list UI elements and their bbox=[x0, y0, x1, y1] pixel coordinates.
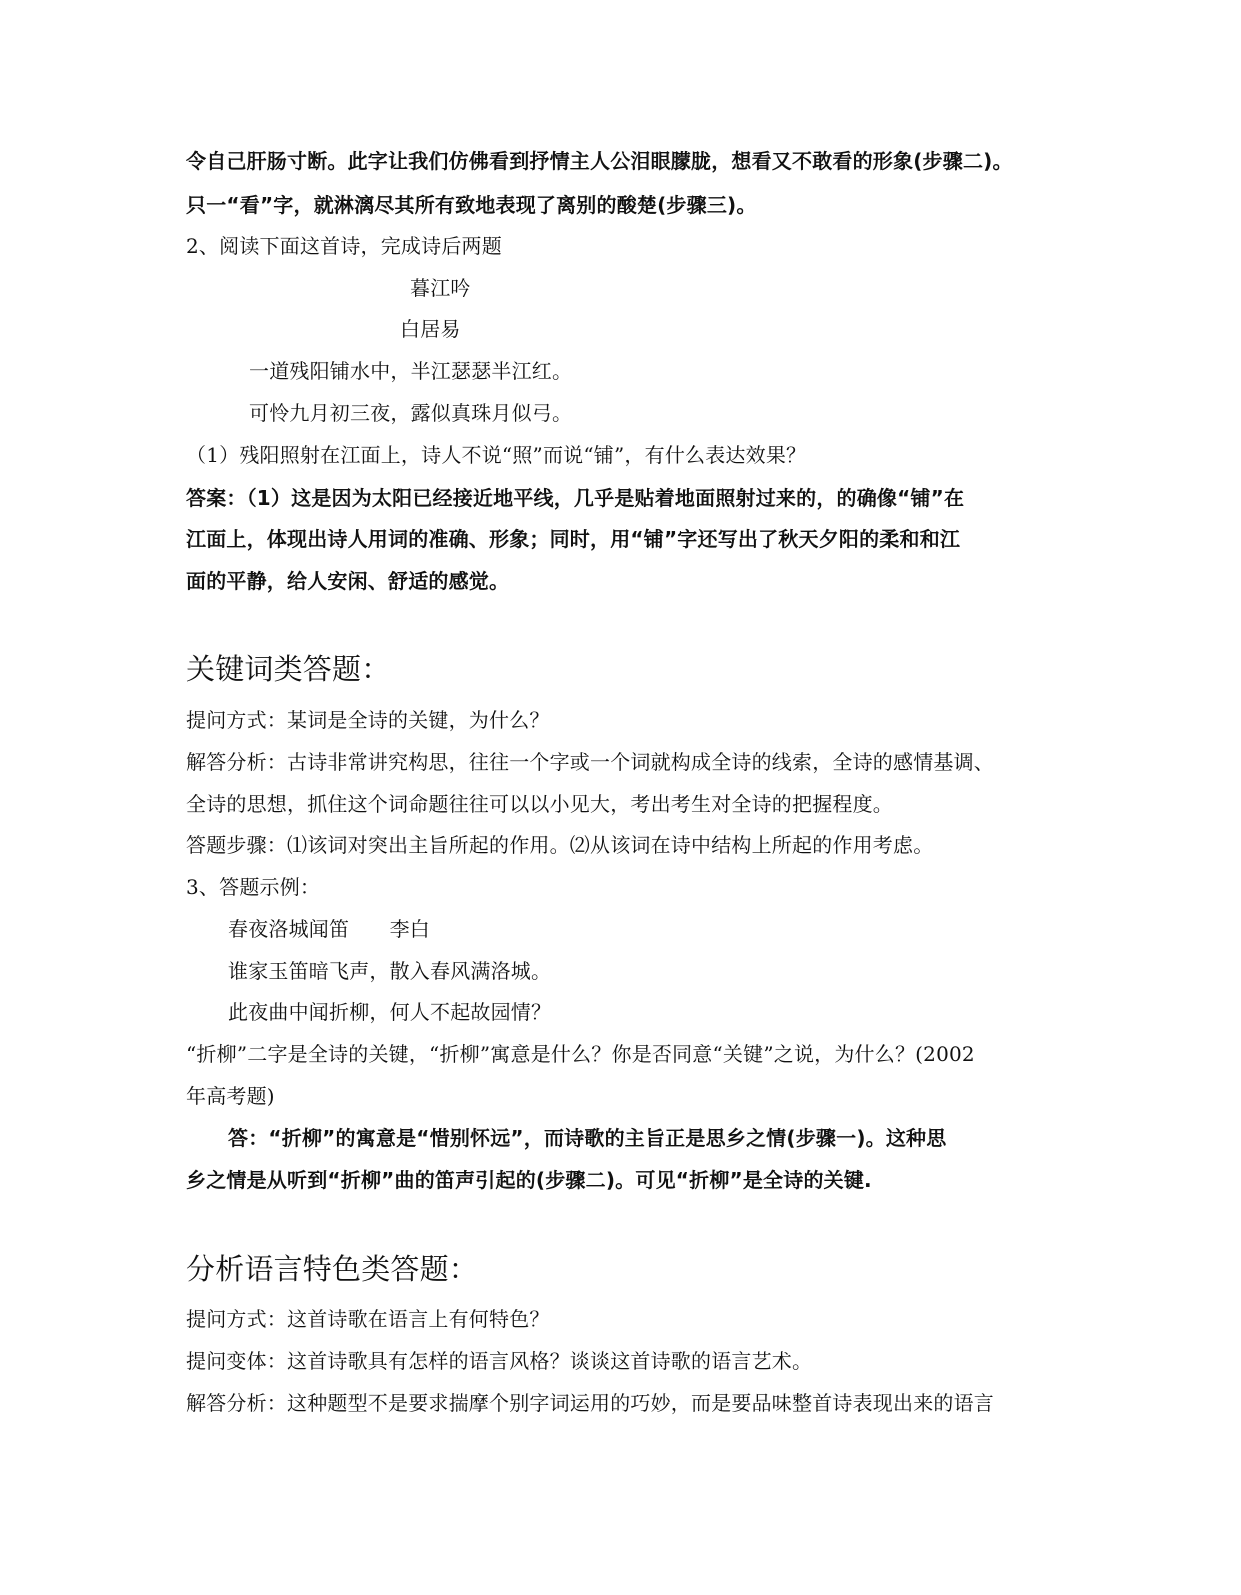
analysis-text-line: 解答分析：这种题型不是要求揣摩个别字词运用的巧妙，而是要品味整首诗表现出来的语言 bbox=[186, 1391, 994, 1415]
poem-author: 白居易 bbox=[400, 317, 461, 341]
question-text: “折柳”二字是全诗的关键，“折柳”寓意是什么？你是否同意“关键”之说，为什么？(2002 bbox=[186, 1042, 975, 1066]
poem-line: 谁家玉笛暗飞声，散入春风满洛城。 bbox=[228, 959, 552, 983]
question-method: 提问方式：某词是全诗的关键，为什么？ bbox=[186, 708, 550, 732]
answer-text-line: 乡之情是从听到“折柳”曲的笛声引起的(步骤二)。可见“折柳”是全诗的关键. bbox=[186, 1168, 872, 1192]
section-heading-language: 分析语言特色类答题： bbox=[186, 1252, 479, 1286]
section-heading-keyword: 关键词类答题： bbox=[186, 652, 391, 686]
answer-text-line: 答案：（1）这是因为太阳已经接近地平线，几乎是贴着地面照射过来的，的确像“铺”在 bbox=[186, 486, 965, 510]
question-text: （1）残阳照射在江面上，诗人不说“照”而说“铺”，有什么表达效果？ bbox=[186, 443, 807, 467]
analysis-text-line: 解答分析：古诗非常讲究构思，往往一个字或一个词就构成全诗的线索，全诗的感情基调、 bbox=[186, 750, 994, 774]
question-method: 提问方式：这首诗歌在语言上有何特色？ bbox=[186, 1307, 550, 1331]
answer-text-line: 令自己肝肠寸断。此字让我们仿佛看到抒情主人公泪眼朦胧，想看又不敢看的形象(步骤二)。 bbox=[186, 149, 1013, 173]
poem-line: 此夜曲中闻折柳，何人不起故园情？ bbox=[228, 1000, 552, 1024]
answer-steps: 答题步骤：⑴该词对突出主旨所起的作用。⑵从该词在诗中结构上所起的作用考虑。 bbox=[186, 833, 934, 857]
poem-title: 暮江吟 bbox=[410, 276, 471, 300]
poem-line: 可怜九月初三夜，露似真珠月似弓。 bbox=[249, 401, 573, 425]
answer-text-line: 只一“看”字，就淋漓尽其所有致地表现了离别的酸楚(步骤三)。 bbox=[186, 193, 757, 217]
example-heading: 3、答题示例： bbox=[186, 875, 321, 899]
poem-title-author: 春夜洛城闻笛 李白 bbox=[228, 917, 430, 941]
poem-line: 一道残阳铺水中，半江瑟瑟半江红。 bbox=[249, 359, 573, 383]
question-intro: 2、阅读下面这首诗，完成诗后两题 bbox=[186, 234, 502, 258]
answer-text-line: 江面上，体现出诗人用词的准确、形象；同时，用“铺”字还写出了秋天夕阳的柔和和江 bbox=[186, 527, 961, 551]
answer-text-line: 面的平静，给人安闲、舒适的感觉。 bbox=[186, 569, 510, 593]
analysis-text-line: 全诗的思想，抓住这个词命题往往可以以小见大，考出考生对全诗的把握程度。 bbox=[186, 792, 893, 816]
question-text: 年高考题) bbox=[186, 1084, 275, 1108]
question-variant: 提问变体：这首诗歌具有怎样的语言风格？谈谈这首诗歌的语言艺术。 bbox=[186, 1349, 813, 1373]
answer-text-line: 答：“折柳”的寓意是“惜别怀远”，而诗歌的主旨正是思乡之情(步骤一)。这种思 bbox=[228, 1126, 947, 1150]
